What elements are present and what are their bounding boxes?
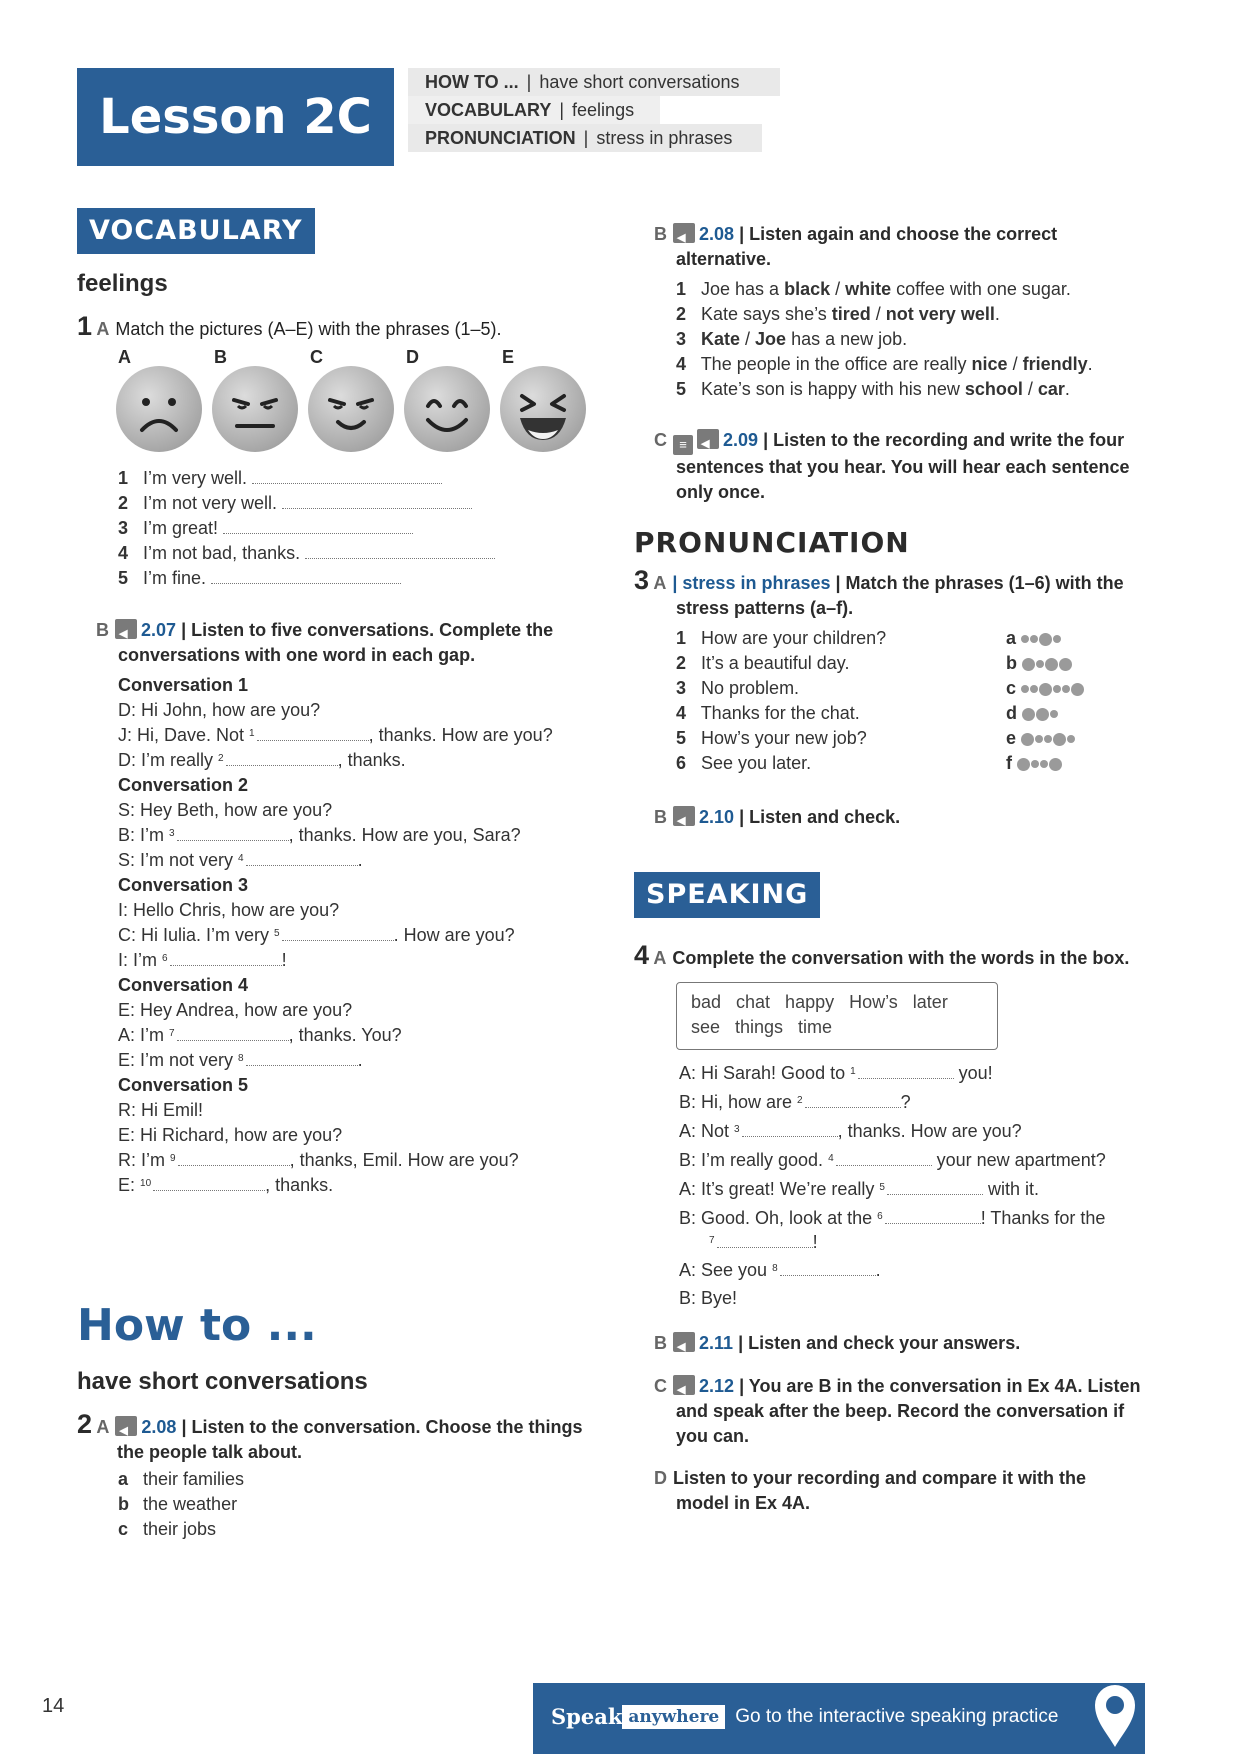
unstressed-dot [1067, 735, 1075, 743]
answer-gap[interactable] [836, 1151, 932, 1166]
page-number: 14 [42, 1695, 65, 1717]
option-word[interactable]: white [845, 279, 892, 299]
dialogue-line: S: Hey Beth, how are you? [118, 800, 333, 820]
dialogue-line: A: Not $^3$ , thanks. How are you? [679, 1121, 1022, 1141]
exercise-1a: 1 A Match the pictures (A–E) with the phrases (1–5). [77, 311, 502, 341]
dialogue-line: R: I’m $^9$ , thanks, Emil. How are you? [118, 1150, 519, 1170]
conversation-title: Conversation 3 [118, 875, 249, 895]
unstressed-dot [1036, 660, 1044, 668]
meta-howto: HOW TO ... | have short conversations [408, 68, 780, 96]
answer-gap[interactable] [177, 826, 289, 841]
stressed-dot [1045, 658, 1058, 671]
dialogue-line: C: Hi Iulia. I’m very $^5$ . How are you? [118, 925, 515, 945]
option-word[interactable]: Joe [755, 329, 787, 349]
dialogue-line: E: I’m not very $^8$ . [118, 1050, 363, 1070]
sad-face-icon [116, 366, 202, 452]
word-box-line: bad chat happy How’s later [691, 992, 948, 1012]
option-list [118, 1467, 244, 1542]
list-item: 2 It’s a beautiful day. b [676, 651, 1106, 676]
stressed-dot [1053, 733, 1066, 746]
banner-cta[interactable]: Go to the interactive speaking practice [735, 1705, 1059, 1727]
happy-face-icon [404, 366, 490, 452]
lesson-meta [408, 68, 780, 152]
dialogue-line: B: Hi, how are $^2$ ? [679, 1092, 911, 1112]
list-item[interactable]: c their jobs [118, 1519, 217, 1539]
dialogue-line: S: I’m not very $^4$ . [118, 850, 363, 870]
list-item: 5 I’m fine. [118, 566, 495, 591]
meta-pronunciation: PRONUNCIATION | stress in phrases [408, 124, 762, 152]
dialogue-line: I: Hello Chris, how are you? [118, 900, 340, 920]
lesson-title: Lesson 2C [77, 68, 394, 166]
answer-gap[interactable] [742, 1122, 838, 1137]
stressed-dot [1022, 658, 1035, 671]
option-word[interactable]: Kate [701, 329, 741, 349]
stress-pattern [1017, 753, 1063, 773]
phrase-list [118, 466, 495, 591]
list-item: 5 How’s your new job? e [676, 726, 1106, 751]
dialogue-line: E: $^{10}$ , thanks. [118, 1175, 334, 1195]
answer-gap[interactable] [246, 851, 358, 866]
stressed-dot [1039, 683, 1052, 696]
exercise-3b: B◀ 2.10 | Listen and check. [654, 805, 900, 830]
alternatives-list [676, 277, 1093, 402]
neutral-face-icon [212, 366, 298, 452]
dialogue-line: B: Good. Oh, look at the $^6$ ! Thanks for the [679, 1208, 1106, 1228]
unstressed-dot [1030, 635, 1038, 643]
word-box [676, 982, 998, 1050]
list-item: 3 Kate / Joe has a new job. [676, 329, 908, 349]
face-label-d: D [406, 347, 419, 367]
list-item: 6 See you later. f [676, 751, 1106, 776]
howto-title: How to ... [77, 1300, 317, 1351]
unstressed-dot [1030, 685, 1038, 693]
list-item: 1 Joe has a black / white coffee with one sugar. [676, 279, 1071, 299]
option-word[interactable]: not very well [885, 304, 995, 324]
unstressed-dot [1050, 710, 1058, 718]
dialogue-line: I: I’m $^6$ ! [118, 950, 287, 970]
stress-pattern [1021, 728, 1076, 748]
answer-gap[interactable] [252, 469, 442, 484]
answer-gap[interactable] [717, 1233, 813, 1248]
stress-pattern [1021, 678, 1085, 698]
option-word[interactable]: friendly [1022, 354, 1088, 374]
dialogue-line: D: I’m really $^2$ , thanks. [118, 750, 406, 770]
answer-gap[interactable] [178, 1151, 290, 1166]
speaking-tag: SPEAKING [634, 872, 820, 918]
stress-list [676, 626, 1106, 776]
audio-icon[interactable] [115, 1416, 137, 1436]
audio-icon[interactable] [115, 619, 137, 639]
stressed-dot [1022, 708, 1035, 721]
dialogue-line: J: Hi, Dave. Not $^1$ , thanks. How are you? [118, 725, 553, 745]
option-word[interactable]: black [784, 279, 831, 299]
answer-gap[interactable] [246, 1051, 358, 1066]
conversation-title: Conversation 1 [118, 675, 249, 695]
unstressed-dot [1053, 635, 1061, 643]
answer-gap[interactable] [887, 1180, 983, 1195]
unstressed-dot [1021, 635, 1029, 643]
answer-gap[interactable] [282, 926, 394, 941]
dialogue [679, 1061, 1106, 1314]
vocabulary-tag: VOCABULARY [77, 208, 315, 254]
pronunciation-heading: PRONUNCIATION [634, 526, 910, 559]
face-label-e: E [502, 347, 515, 367]
conversation-title: Conversation 2 [118, 775, 249, 795]
document-icon: ≡ [673, 435, 693, 455]
answer-gap[interactable] [153, 1176, 265, 1191]
word-box-line: see things time [691, 1017, 833, 1037]
audio-icon[interactable] [673, 806, 695, 826]
unstressed-dot [1040, 760, 1048, 768]
list-item: 1 How are your children? a [676, 626, 1106, 651]
stressed-dot [1039, 633, 1052, 646]
exercise-1b: B◀ 2.07 | Listen to five conversations. Complete the conversations with one word in each gap. [96, 618, 553, 668]
option-word[interactable]: car [1037, 379, 1065, 399]
answer-gap[interactable] [211, 569, 401, 584]
answer-gap[interactable] [223, 519, 413, 534]
dialogue-line: B: I’m really good. $^4$ your new apartment? [679, 1150, 1106, 1170]
list-item[interactable]: a their families [118, 1469, 245, 1489]
answer-gap[interactable] [170, 951, 282, 966]
conversation-title: Conversation 5 [118, 1075, 249, 1095]
answer-gap[interactable] [282, 494, 472, 509]
stress-pattern [1022, 653, 1073, 673]
unstressed-dot [1031, 760, 1039, 768]
dialogue-line: D: Hi John, how are you? [118, 700, 321, 720]
dialogue-line: B: Bye! [679, 1288, 738, 1308]
answer-gap[interactable] [780, 1261, 876, 1276]
stressed-dot [1017, 758, 1030, 771]
answer-gap[interactable] [177, 1026, 289, 1041]
unstressed-dot [1035, 735, 1043, 743]
dialogue-line: $^7$ ! [709, 1232, 818, 1252]
exercise-4c: C◀ 2.12 | You are B in the conversation in Ex 4A. Listen and speak after the beep. Record the conversation if you can. [654, 1374, 1141, 1449]
dialogue-line: R: Hi Emil! [118, 1100, 203, 1120]
answer-gap[interactable] [305, 544, 495, 559]
option-word[interactable]: tired [831, 304, 871, 324]
stress-pattern [1021, 628, 1062, 648]
audio-icon[interactable] [673, 1375, 695, 1395]
audio-icon[interactable] [673, 223, 695, 243]
exercise-2b: B◀ 2.08 | Listen again and choose the correct alternative. [654, 222, 1057, 272]
location-pin-icon [1092, 1683, 1138, 1754]
stressed-dot [1036, 708, 1049, 721]
list-item: 4 I’m not bad, thanks. [118, 541, 495, 566]
list-item: 4 Thanks for the chat. d [676, 701, 1106, 726]
dialogue-line: B: I’m $^3$ , thanks. How are you, Sara? [118, 825, 521, 845]
content-face-icon [308, 366, 394, 452]
list-item: 3 I’m great! [118, 516, 495, 541]
unstressed-dot [1062, 685, 1070, 693]
stress-pattern [1022, 703, 1059, 723]
dialogue-line: A: Hi Sarah! Good to $^1$ you! [679, 1063, 993, 1083]
list-item: 2 I’m not very well. [118, 491, 495, 516]
audio-icon[interactable] [673, 1332, 695, 1352]
exercise-2a: 2 A◀ 2.08 | Listen to the conversation. Choose the things the people talk about. [77, 1412, 583, 1465]
list-item: 5 Kate’s son is happy with his new school / car. [676, 379, 1070, 399]
unstressed-dot [1053, 685, 1061, 693]
list-item: 2 Kate says she’s tired / not very well. [676, 304, 1000, 324]
audio-icon[interactable] [697, 429, 719, 449]
answer-gap[interactable] [226, 751, 338, 766]
face-label-a: A [118, 347, 131, 367]
stressed-dot [1021, 733, 1034, 746]
anywhere-logo: anywhere [622, 1705, 725, 1729]
dialogue-line: E: Hey Andrea, how are you? [118, 1000, 353, 1020]
answer-gap[interactable] [858, 1064, 954, 1079]
exercise-3a: 3 A | stress in phrases | Match the phrases (1–6) with the stress patterns (a–f). [634, 565, 1124, 618]
option-word[interactable]: nice [971, 354, 1008, 374]
stressed-dot [1049, 758, 1062, 771]
unstressed-dot [1021, 685, 1029, 693]
list-item[interactable]: b the weather [118, 1494, 238, 1514]
meta-vocabulary: VOCABULARY | feelings [408, 96, 660, 124]
face-label-b: B [214, 347, 227, 367]
exercise-4d: D Listen to your recording and compare it with the model in Ex 4A. [654, 1468, 1087, 1513]
vocabulary-subhead: feelings [77, 270, 168, 297]
exercise-4b: B◀ 2.11 | Listen and check your answers. [654, 1331, 1020, 1356]
list-item: 4 The people in the office are really nice / friendly. [676, 354, 1093, 374]
exercise-4a: 4 A Complete the conversation with the words in the box. [634, 940, 1130, 970]
conversations [118, 673, 553, 1198]
dialogue-line: A: See you $^8$ . [679, 1260, 881, 1280]
answer-gap[interactable] [805, 1093, 901, 1108]
stressed-dot [1071, 683, 1084, 696]
list-item: 1 I’m very well. [118, 466, 495, 491]
list-item: 3 No problem. c [676, 676, 1106, 701]
option-word[interactable]: school [964, 379, 1023, 399]
dialogue-line: A: I’m $^7$ , thanks. You? [118, 1025, 402, 1045]
howto-subhead: have short conversations [77, 1368, 368, 1395]
stressed-dot [1059, 658, 1072, 671]
speak-anywhere-banner[interactable] [533, 1683, 1145, 1754]
unstressed-dot [1044, 735, 1052, 743]
laughing-face-icon [500, 366, 586, 452]
conversation-title: Conversation 4 [118, 975, 249, 995]
dialogue-line: A: It’s great! We’re really $^5$ with it. [679, 1179, 1039, 1199]
answer-gap[interactable] [885, 1209, 981, 1224]
answer-gap[interactable] [257, 726, 369, 741]
speak-logo: Speak [551, 1704, 623, 1729]
exercise-2c: C ≡◀ 2.09 | Listen to the recording and write the four sentences that you hear. You will hear each sentence only once. [654, 428, 1130, 505]
dialogue-line: E: Hi Richard, how are you? [118, 1125, 343, 1145]
face-label-c: C [310, 347, 323, 367]
